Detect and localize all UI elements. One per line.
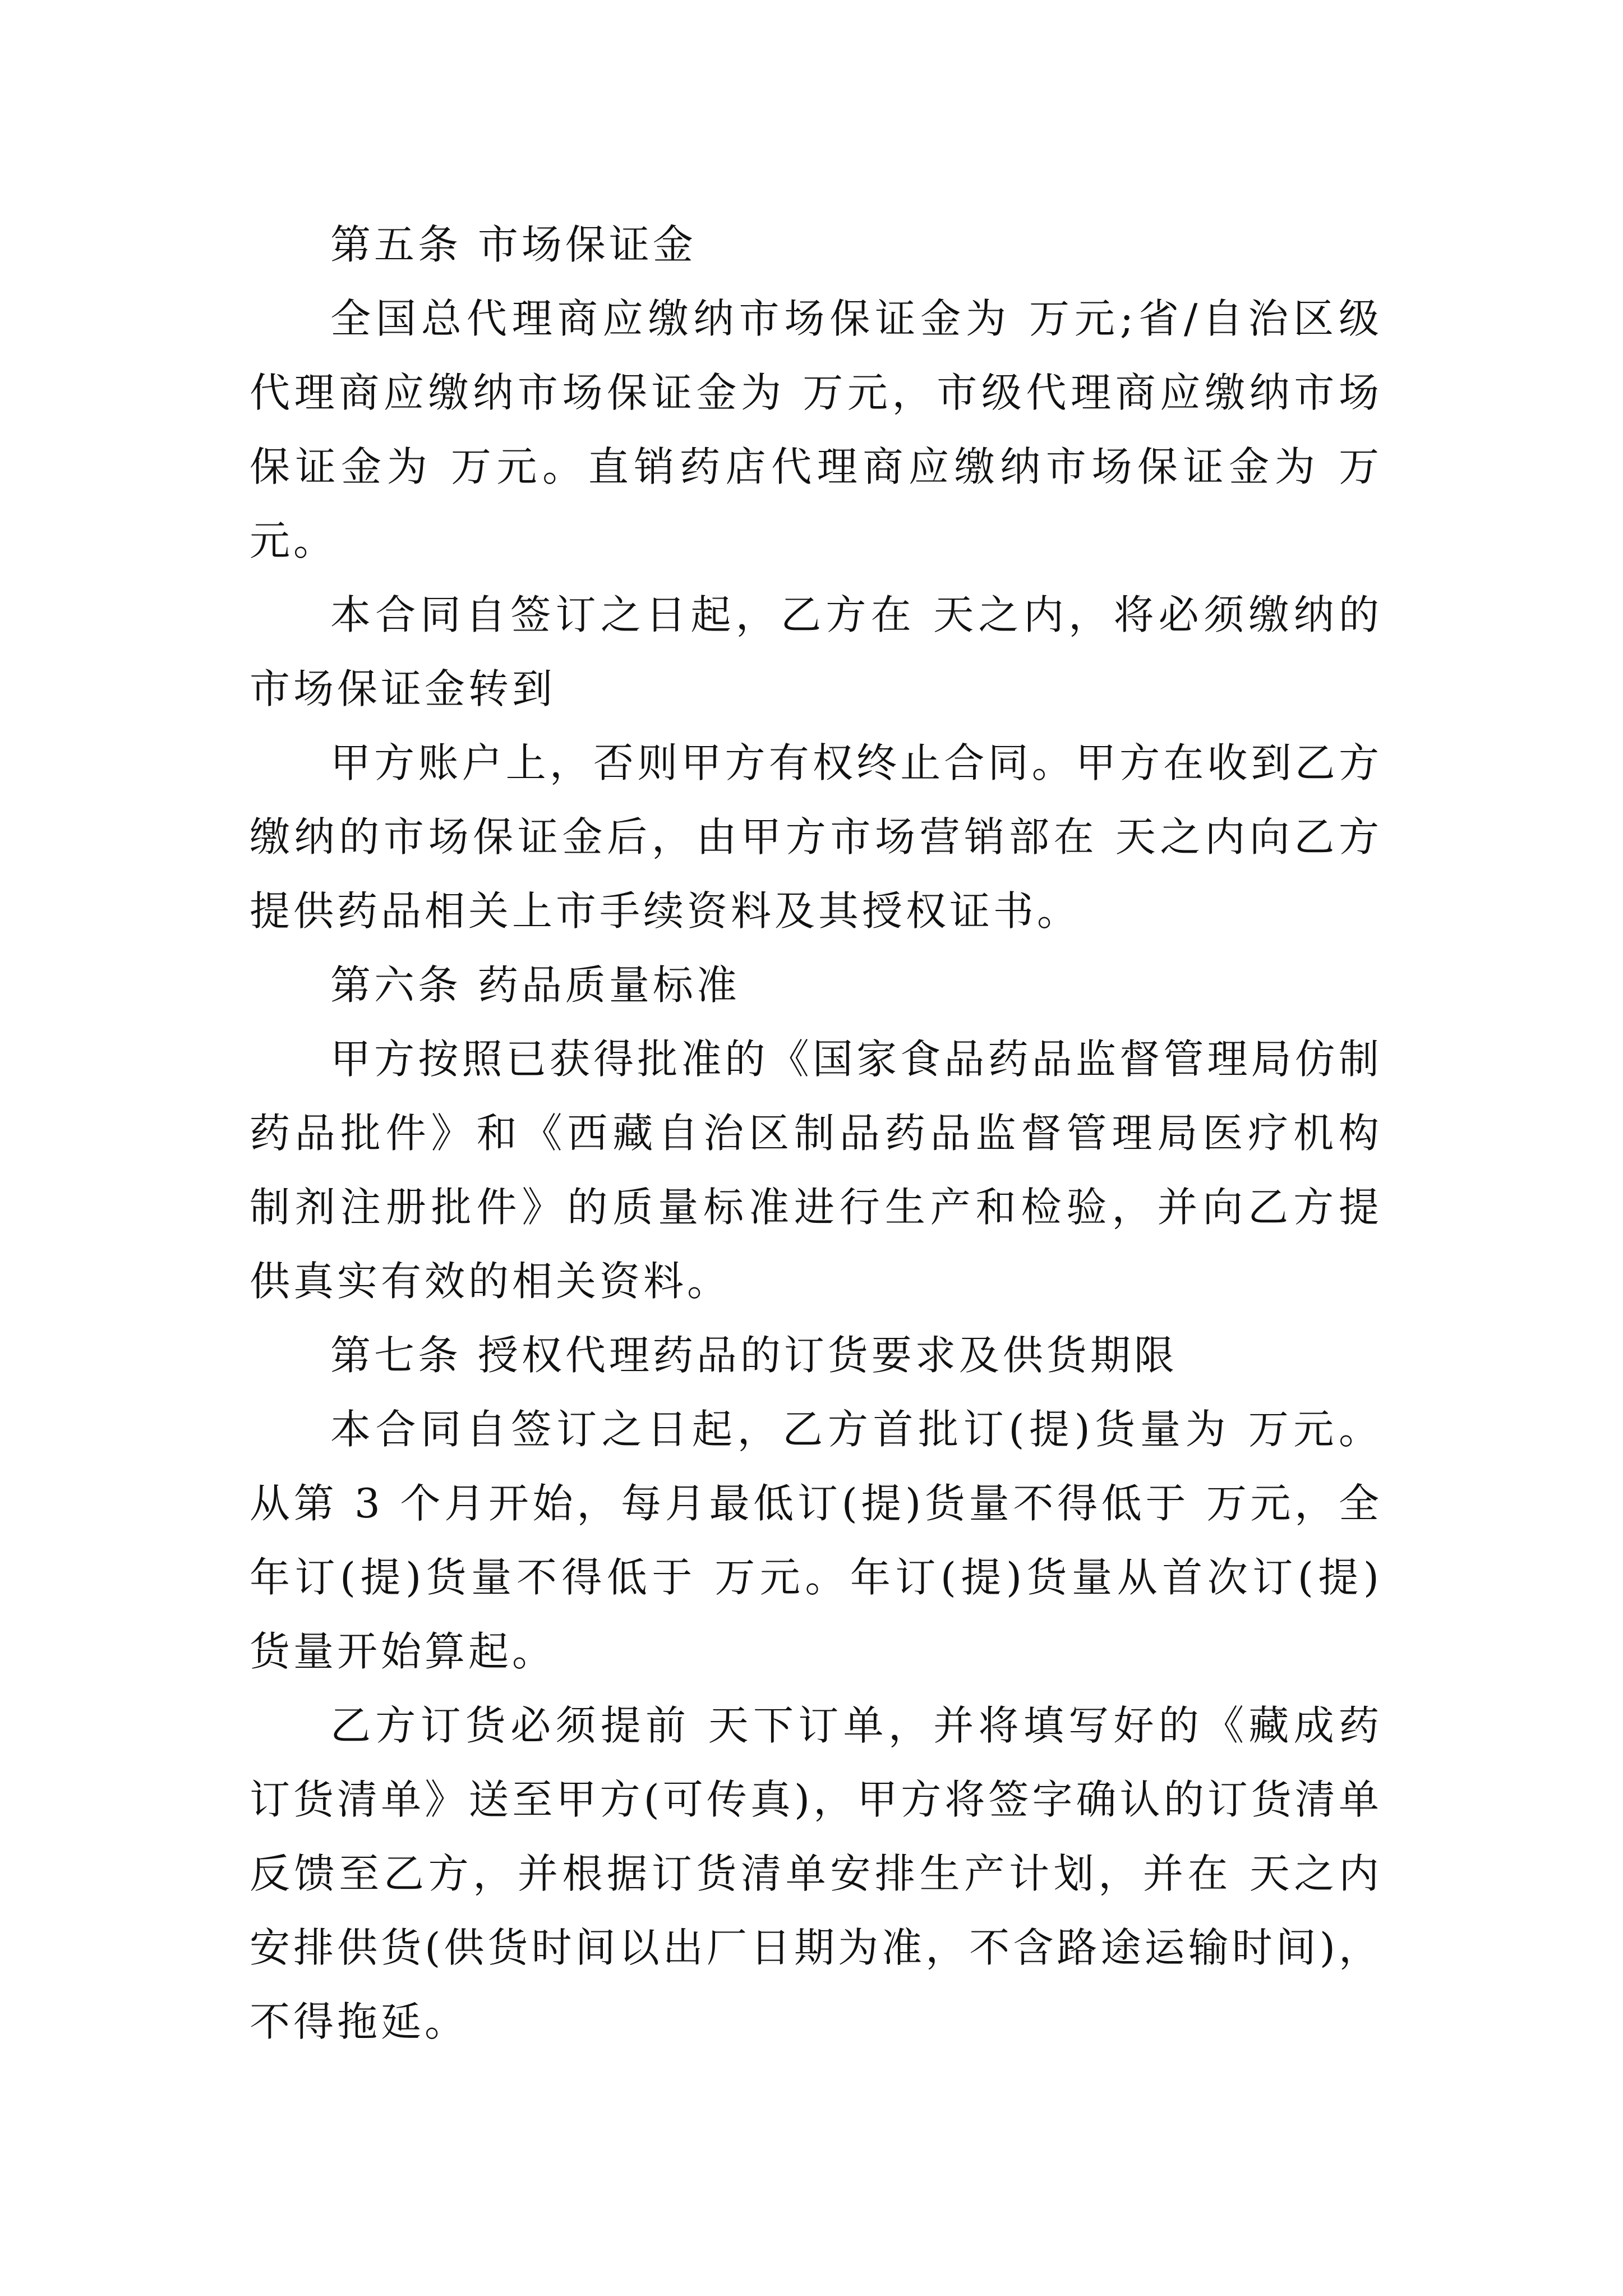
article-7-order-volume: 本合同自签订之日起，乙方首批订(提)货量为 万元。从第 3 个月开始，每月最低订(提)货量不得低于 万元，全年订(提)货量不得低于 万元。年订(提)货量从首次订(提)货量开始算起。 [250,1406,1382,1675]
document-body [250,208,1382,2059]
article-5-deposit-deadline: 本合同自签订之日起，乙方在 天之内，将必须缴纳的市场保证金转到 [250,591,1382,712]
article-7-order-procedure: 乙方订货必须提前 天下订单，并将填写好的《藏成药订货清单》送至甲方(可传真)，甲方将签字确认的订货清单反馈至乙方，并根据订货清单安排生产计划，并在 天之内安排供货(供货时间以出厂日期为准，不含路途运输时间)，不得拖延。 [250,1702,1382,2045]
article-5-heading: 第五条 市场保证金 [330,221,697,268]
article-6-heading: 第六条 药品质量标准 [330,961,740,1009]
article-6-quality-standard: 甲方按照已获得批准的《国家食品药品监督管理局仿制药品批件》和《西藏自治区制品药品监督管理局医疗机构制剂注册批件》的质量标准进行生产和检验，并向乙方提供真实有效的相关资料。 [250,1036,1382,1305]
article-5-account-and-certificates: 甲方账户上，否则甲方有权终止合同。甲方在收到乙方缴纳的市场保证金后，由甲方市场营销部在 天之内向乙方提供药品相关上市手续资料及其授权证书。 [250,739,1382,935]
article-5-deposit-amounts: 全国总代理商应缴纳市场保证金为 万元;省/自治区级代理商应缴纳市场保证金为 万元，市级代理商应缴纳市场保证金为 万元。直销药店代理商应缴纳市场保证金为 万元。 [250,295,1382,564]
article-7-heading: 第七条 授权代理药品的订货要求及供货期限 [330,1332,1178,1379]
